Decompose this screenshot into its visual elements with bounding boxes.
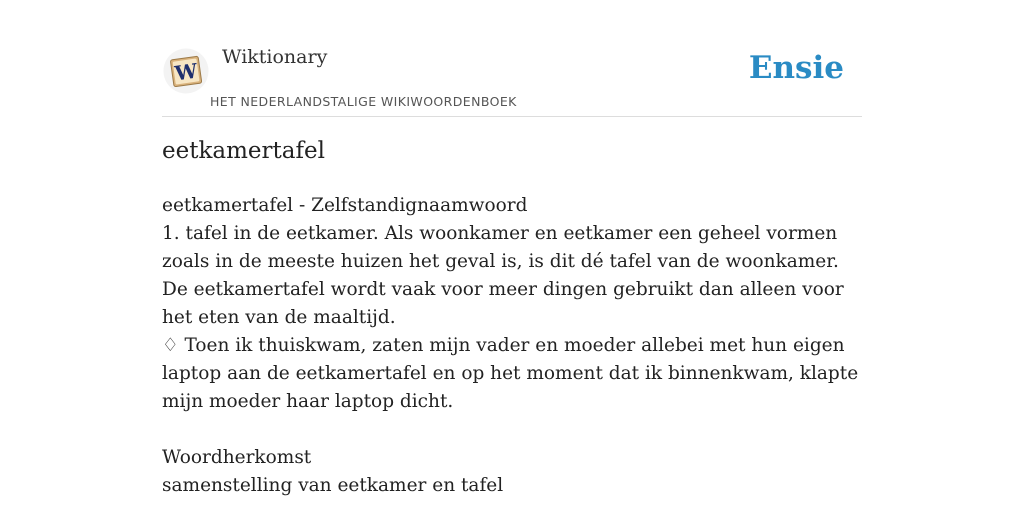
site-tagline: HET NEDERLANDSTALIGE WIKIWOORDENBOEK: [210, 94, 517, 109]
definition-text: 1. tafel in de eetkamer. Als woonkamer en eetkamer een geheel vormen zoals in de meeste huizen het geval is, is dit dé tafel van de woonkamer. De eetkamertafel wordt vaak voor meer dingen gebruikt dan alleen voor het eten van de maaltijd.: [162, 223, 844, 328]
ensie-brand-link[interactable]: Ensie: [748, 50, 844, 86]
etymology-heading: Woordherkomst: [162, 447, 312, 468]
entry-content: [162, 192, 862, 500]
page-title: eetkamertafel: [162, 138, 325, 164]
site-header: [162, 40, 862, 117]
svg-text:W: W: [173, 58, 199, 86]
wiktionary-logo-icon[interactable]: [163, 48, 209, 94]
etymology-text: samenstelling van eetkamer en tafel: [162, 475, 504, 496]
part-of-speech-line: eetkamertafel - Zelfstandignaamwoord: [162, 195, 528, 216]
site-name[interactable]: Wiktionary: [222, 46, 328, 68]
spacer: [162, 416, 862, 444]
example-text: ♢ Toen ik thuiskwam, zaten mijn vader en moeder allebei met hun eigen laptop aan de eetkamertafel en op het moment dat ik binnenkwam, klapte mijn moeder haar laptop dicht.: [162, 335, 859, 412]
